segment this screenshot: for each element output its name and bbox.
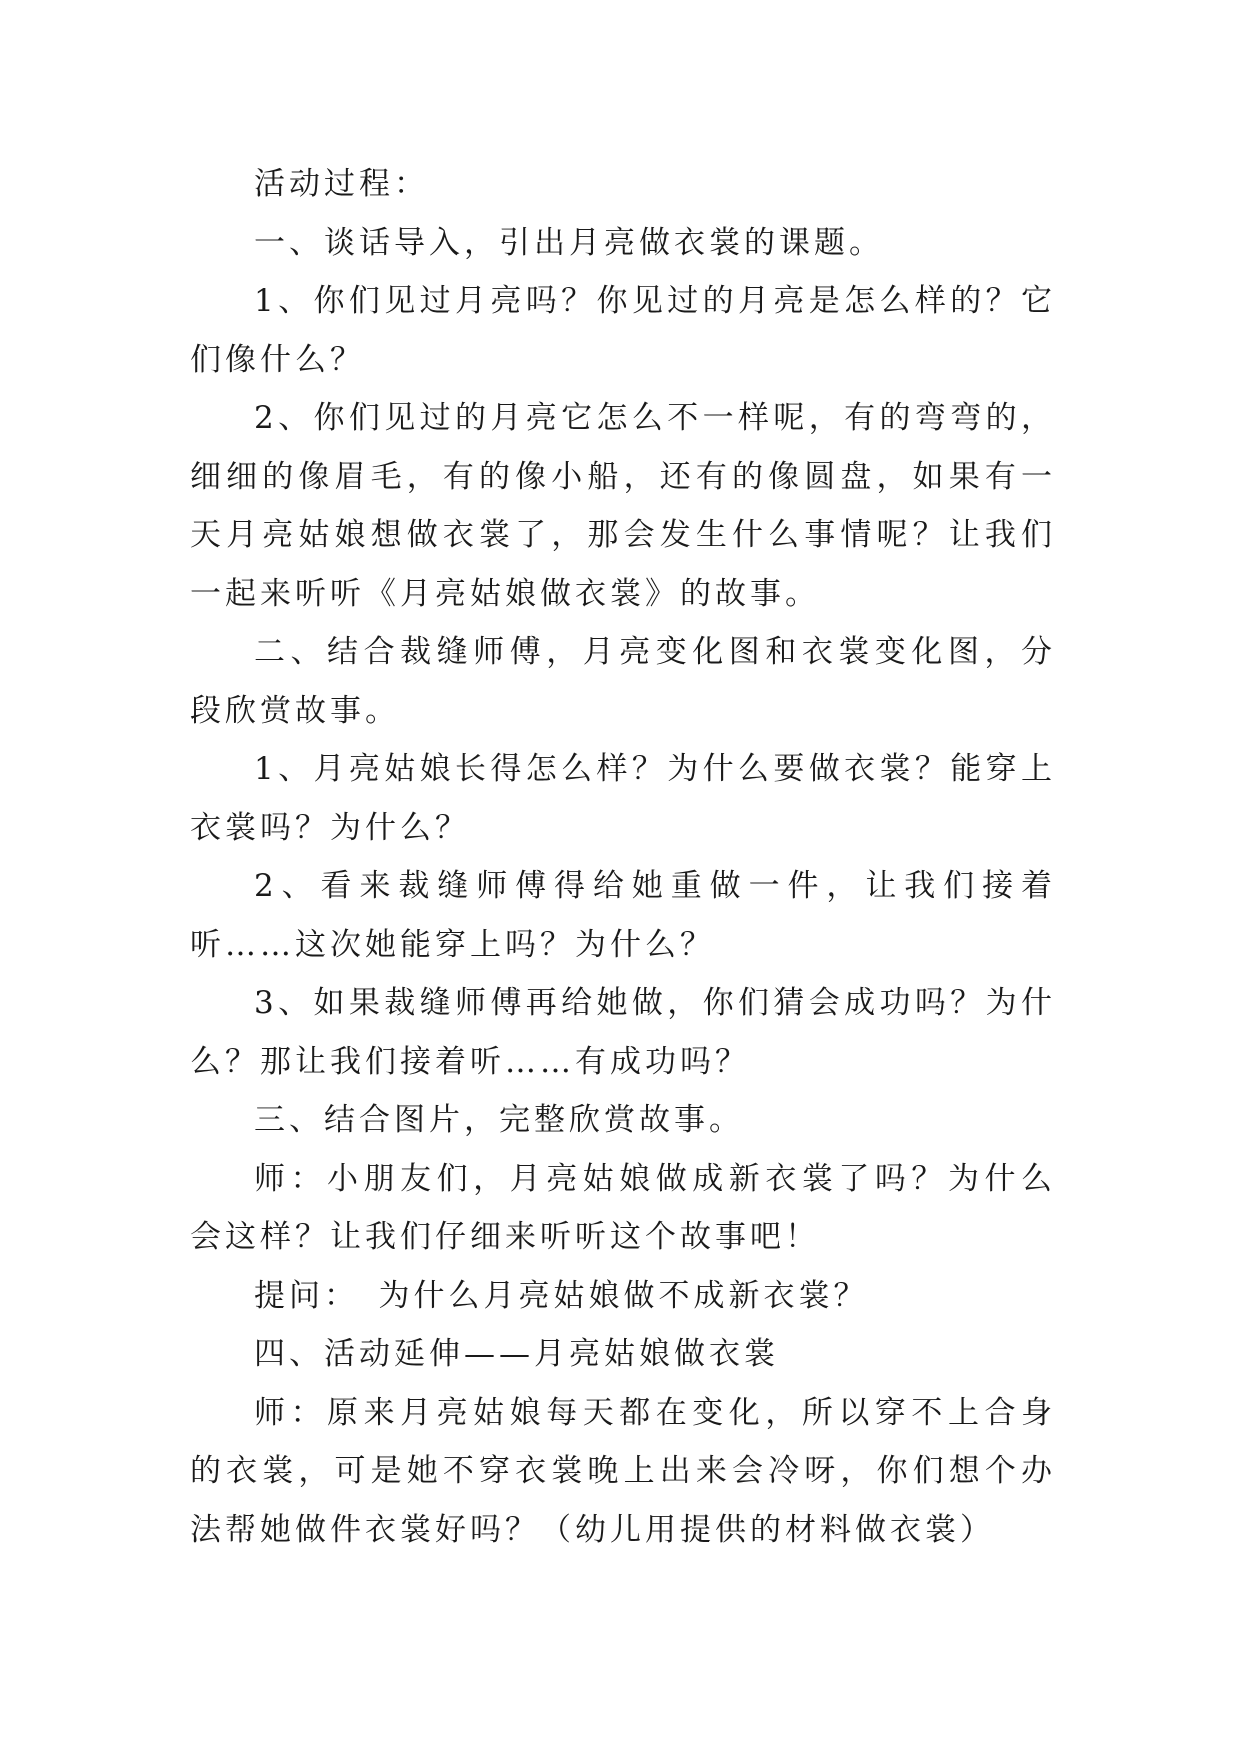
- document-page: [190, 155, 1056, 1559]
- paragraph-1-2: 2、你们见过的月亮它怎么不一样呢，有的弯弯的，细细的像眉毛，有的像小船，还有的像圆盘，如果有一天月亮姑娘想做衣裳了，那会发生什么事情呢？让我们一起来听听《月亮姑娘做衣裳》的故事。: [190, 400, 1056, 612]
- paragraph-2-3: 3、如果裁缝师傅再给她做，你们猜会成功吗？为什么？那让我们接着听……有成功吗？: [190, 985, 1056, 1080]
- paragraph-2-1: 1、月亮姑娘长得怎么样？为什么要做衣裳？能穿上衣裳吗？为什么？: [190, 751, 1056, 846]
- paragraph-teacher-2: 师：原来月亮姑娘每天都在变化，所以穿不上合身的衣裳，可是她不穿衣裳晚上出来会冷呀，你们想个办法帮她做件衣裳好吗？（幼儿用提供的材料做衣裳）: [190, 1394, 1056, 1548]
- paragraph-1-1: 1、你们见过月亮吗？你见过的月亮是怎么样的？它们像什么？: [190, 283, 1056, 378]
- paragraph-2-2: 2、看来裁缝师傅得给她重做一件，让我们接着听……这次她能穿上吗？为什么？: [190, 868, 1056, 963]
- paragraph-question: 提问： 为什么月亮姑娘做不成新衣裳？: [254, 1277, 869, 1314]
- paragraph-section-3: 三、结合图片，完整欣赏故事。: [254, 1102, 744, 1138]
- paragraph-activity-process: 活动过程：: [254, 166, 429, 202]
- paragraph-section-4: 四、活动延伸——月亮姑娘做衣裳: [254, 1336, 779, 1372]
- paragraph-teacher-1: 师：小朋友们，月亮姑娘做成新衣裳了吗？为什么会这样？让我们仔细来听听这个故事吧！: [190, 1160, 1056, 1255]
- paragraph-section-1: 一、谈话导入，引出月亮做衣裳的课题。: [254, 224, 884, 261]
- paragraph-section-2: 二、结合裁缝师傅，月亮变化图和衣裳变化图，分段欣赏故事。: [190, 634, 1056, 729]
